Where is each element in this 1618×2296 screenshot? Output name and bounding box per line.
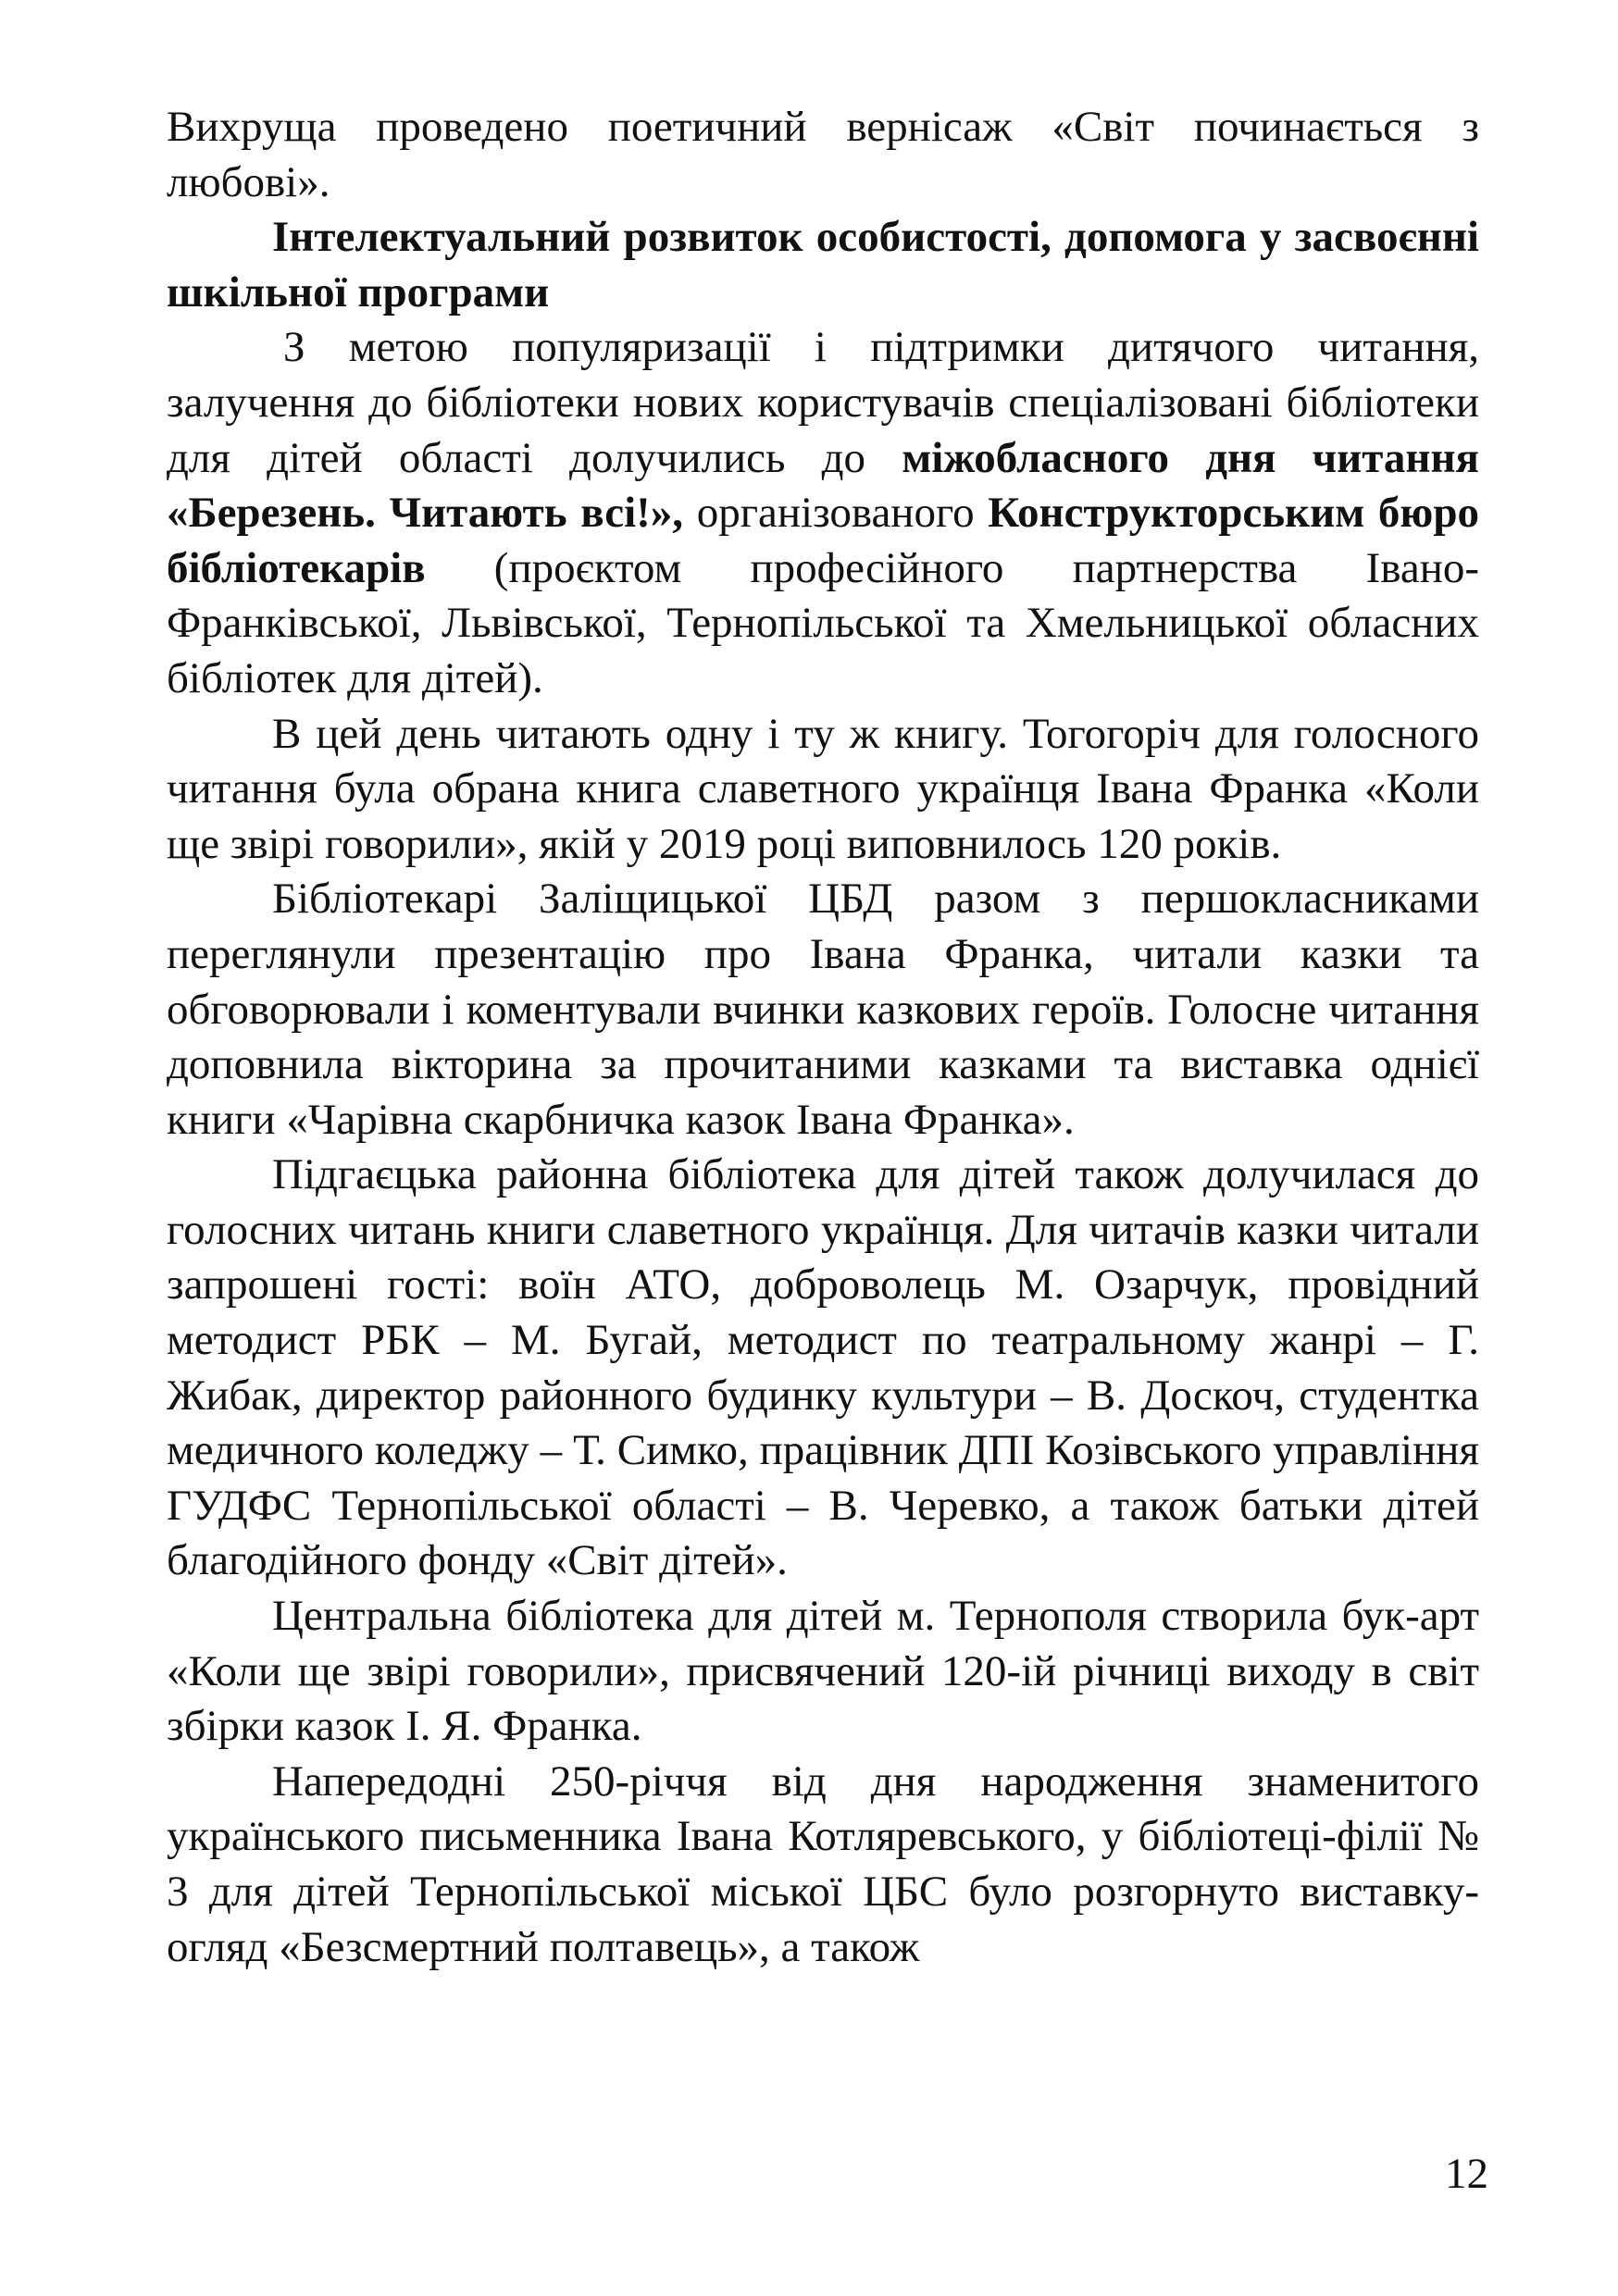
paragraph-text: Підгаєцька районна бібліотека для дітей також долучилася до голосних читань книги славетного українця. Для читачів казки читали запрошені гості: воїн АТО, доброволець М. Озарчук, провідний методист РБК – М. Бугай, методист по театральному жанрі – Г. Жибак, директор районного будинку культури – В. Доскоч, студентка медичного коледжу – Т. Симко, працівник ДПІ Козівського управління ГУДФС Тернопільської області – В. Черевко, а також батьки дітей благодійного фонду «Світ дітей». (167, 1150, 1479, 1585)
paragraph-pidhaitsi (167, 1148, 1479, 1589)
paragraph-zalishchyky (167, 872, 1479, 1148)
paragraph-reading-day (167, 320, 1479, 706)
bold-event-name: міжобласного дня читання «Березень. Читають всі!», (167, 433, 1479, 538)
document-page (167, 100, 1479, 1975)
paragraph-text: Напередодні 250-річчя від дня народження знаменитого українського письменника Івана Котляревського, у бібліотеці-філії № 3 для дітей Тернопільської міської ЦБС було розгорнуто виставку-огляд «Безсмертний полтавець», а також (167, 1756, 1479, 1971)
paragraph-text: (проєктом професійного партнерства Івано-Франківської, Львівської, Тернопільської та Хмельницької обласних бібліотек для дітей). (167, 543, 1479, 702)
bold-organizer-name: Конструкторським бюро бібліотекарів (167, 489, 1479, 592)
paragraph-text: Центральна бібліотека для дітей м. Тернополя створила бук-арт «Коли ще звірі говорили», присвячений 120-ій річниці виходу в світ збірки казок І. Я. Франка. (167, 1592, 1479, 1751)
paragraph-ternopil-bookart (167, 1589, 1479, 1755)
section-heading (167, 210, 1479, 320)
heading-text: Інтелектуальний розвиток особистості, допомога у засвоєнні шкільної програми (167, 213, 1479, 316)
paragraph-text: організованого (683, 489, 989, 538)
paragraph-text: Вихруща проведено поетичний вернісаж «Світ починається з любові». (167, 103, 1479, 206)
paragraph-kotliarevskyi (167, 1755, 1479, 1975)
paragraph-text: З метою популяризації і підтримки дитячого читання, залучення до бібліотеки нових користувачів спеціалізовані бібліотеки для дітей області долучились до (167, 323, 1479, 482)
paragraph-text: Бібліотекарі Заліщицької ЦБД разом з першокласниками переглянули презентацію про Івана Франка, читали казки та обговорювали і коментували вчинки казкових героїв. Голосне читання доповнила вікторина за прочитаними казками та виставка однієї книги «Чарівна скарбничка казок Івана Франка». (167, 875, 1479, 1144)
paragraph-one-book (167, 707, 1479, 873)
paragraph-text: В цей день читають одну і ту ж книгу. Тогогоріч для голосного читання була обрана книга славетного українця Івана Франка «Коли ще звірі говорили», якій у 2019 році виповнилось 120 років. (167, 709, 1479, 868)
paragraph-continuation (167, 100, 1479, 210)
page-number: 12 (1445, 2150, 1488, 2198)
